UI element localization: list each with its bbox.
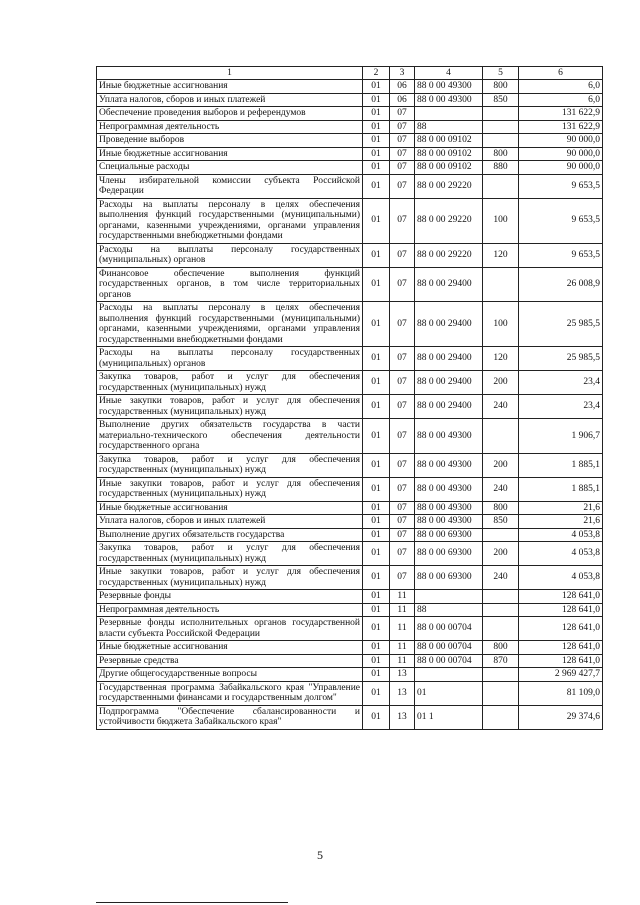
table-row	[97, 681, 603, 705]
row-expense-type: 240	[483, 477, 519, 501]
row-name: Проведение выборов	[97, 134, 363, 148]
row-expense-type	[483, 120, 519, 134]
row-amount: 26 008,9	[519, 267, 603, 302]
row-amount: 29 374,6	[519, 705, 603, 729]
row-subsection: 07	[390, 501, 415, 515]
row-target-code: 88	[415, 603, 483, 617]
row-name: Уплата налогов, сборов и иных платежей	[97, 515, 363, 529]
row-section: 01	[363, 528, 390, 542]
budget-table	[96, 66, 603, 730]
row-amount: 4 053,8	[519, 566, 603, 590]
table-row	[97, 93, 603, 107]
table-body	[97, 80, 603, 730]
row-section: 01	[363, 395, 390, 419]
row-amount: 1 885,1	[519, 477, 603, 501]
row-expense-type: 200	[483, 453, 519, 477]
row-target-code: 88 0 00 29220	[415, 174, 483, 198]
row-amount: 25 985,5	[519, 302, 603, 347]
col-header-6: 6	[519, 67, 603, 80]
row-target-code: 88 0 00 29400	[415, 347, 483, 371]
row-amount: 1 906,7	[519, 419, 603, 454]
table-row	[97, 120, 603, 134]
row-subsection: 07	[390, 528, 415, 542]
table-row	[97, 542, 603, 566]
row-expense-type	[483, 617, 519, 641]
row-subsection: 07	[390, 347, 415, 371]
table-row	[97, 453, 603, 477]
row-subsection: 07	[390, 107, 415, 121]
row-name: Непрограммная деятельность	[97, 603, 363, 617]
row-expense-type: 870	[483, 654, 519, 668]
row-subsection: 07	[390, 419, 415, 454]
row-section: 01	[363, 80, 390, 94]
row-amount: 128 641,0	[519, 641, 603, 655]
row-name: Резервные фонды	[97, 590, 363, 604]
col-header-2: 2	[363, 67, 390, 80]
row-amount: 4 053,8	[519, 528, 603, 542]
row-name: Уплата налогов, сборов и иных платежей	[97, 93, 363, 107]
row-name: Иные закупки товаров, работ и услуг для обеспечения государственных (муниципальных) нужд	[97, 566, 363, 590]
table-row	[97, 528, 603, 542]
row-amount: 128 641,0	[519, 654, 603, 668]
row-expense-type: 800	[483, 501, 519, 515]
row-expense-type	[483, 603, 519, 617]
row-expense-type	[483, 590, 519, 604]
row-name: Иные бюджетные ассигнования	[97, 80, 363, 94]
row-name: Расходы на выплаты персоналу в целях обеспечения выполнения функций государственными (муниципальными) органами, казенными учреждениями, органами управления государственными внебюджетными фондами	[97, 302, 363, 347]
row-amount: 131 622,9	[519, 120, 603, 134]
table-row	[97, 668, 603, 682]
row-amount: 90 000,0	[519, 147, 603, 161]
row-amount: 128 641,0	[519, 590, 603, 604]
row-subsection: 07	[390, 395, 415, 419]
row-expense-type: 120	[483, 243, 519, 267]
row-target-code: 88 0 00 00704	[415, 617, 483, 641]
table-row	[97, 501, 603, 515]
row-expense-type: 200	[483, 542, 519, 566]
table-row	[97, 395, 603, 419]
row-subsection: 13	[390, 705, 415, 729]
row-section: 01	[363, 668, 390, 682]
row-amount: 131 622,9	[519, 107, 603, 121]
row-subsection: 07	[390, 147, 415, 161]
table-row	[97, 243, 603, 267]
row-amount: 4 053,8	[519, 542, 603, 566]
row-section: 01	[363, 501, 390, 515]
row-name: Подпрограмма "Обеспечение сбалансированности и устойчивости бюджета Забайкальского края"	[97, 705, 363, 729]
row-target-code: 88 0 00 29220	[415, 243, 483, 267]
row-section: 01	[363, 174, 390, 198]
row-target-code: 88 0 00 49300	[415, 515, 483, 529]
row-name: Государственная программа Забайкальского края "Управление государственными финансами и государственным долгом"	[97, 681, 363, 705]
row-expense-type: 800	[483, 147, 519, 161]
row-amount: 6,0	[519, 93, 603, 107]
row-expense-type	[483, 705, 519, 729]
row-subsection: 07	[390, 120, 415, 134]
row-amount: 23,4	[519, 395, 603, 419]
row-name: Иные закупки товаров, работ и услуг для обеспечения государственных (муниципальных) нужд	[97, 395, 363, 419]
row-subsection: 11	[390, 641, 415, 655]
row-subsection: 07	[390, 566, 415, 590]
row-amount: 21,6	[519, 501, 603, 515]
col-header-4: 4	[415, 67, 483, 80]
row-amount: 1 885,1	[519, 453, 603, 477]
col-header-3: 3	[390, 67, 415, 80]
row-section: 01	[363, 617, 390, 641]
row-target-code: 88 0 00 69300	[415, 528, 483, 542]
row-amount: 25 985,5	[519, 347, 603, 371]
table-row	[97, 107, 603, 121]
row-name: Расходы на выплаты персоналу государственных (муниципальных) органов	[97, 347, 363, 371]
table-row	[97, 603, 603, 617]
row-section: 01	[363, 347, 390, 371]
row-subsection: 06	[390, 93, 415, 107]
row-target-code: 01 1	[415, 705, 483, 729]
row-section: 01	[363, 302, 390, 347]
row-section: 01	[363, 93, 390, 107]
row-section: 01	[363, 371, 390, 395]
row-subsection: 07	[390, 243, 415, 267]
row-section: 01	[363, 603, 390, 617]
row-subsection: 07	[390, 161, 415, 175]
row-subsection: 11	[390, 603, 415, 617]
row-target-code: 88 0 00 29400	[415, 267, 483, 302]
table-row	[97, 477, 603, 501]
row-expense-type: 240	[483, 566, 519, 590]
table-row	[97, 617, 603, 641]
row-expense-type: 850	[483, 515, 519, 529]
row-amount: 81 109,0	[519, 681, 603, 705]
table-row	[97, 515, 603, 529]
page-number: 5	[317, 848, 323, 862]
row-subsection: 07	[390, 302, 415, 347]
row-amount: 128 641,0	[519, 603, 603, 617]
row-subsection: 13	[390, 681, 415, 705]
row-section: 01	[363, 243, 390, 267]
row-expense-type	[483, 528, 519, 542]
row-amount: 90 000,0	[519, 161, 603, 175]
col-header-5: 5	[483, 67, 519, 80]
table-row	[97, 705, 603, 729]
row-name: Закупка товаров, работ и услуг для обеспечения государственных (муниципальных) нужд	[97, 371, 363, 395]
row-target-code	[415, 590, 483, 604]
row-expense-type: 100	[483, 198, 519, 243]
row-target-code: 01	[415, 681, 483, 705]
row-name: Иные бюджетные ассигнования	[97, 641, 363, 655]
row-section: 01	[363, 641, 390, 655]
row-target-code: 88 0 00 49300	[415, 419, 483, 454]
row-section: 01	[363, 681, 390, 705]
row-name: Специальные расходы	[97, 161, 363, 175]
row-expense-type	[483, 134, 519, 148]
row-expense-type	[483, 174, 519, 198]
table-row	[97, 302, 603, 347]
row-section: 01	[363, 477, 390, 501]
table-row	[97, 419, 603, 454]
row-subsection: 07	[390, 453, 415, 477]
row-section: 01	[363, 566, 390, 590]
row-expense-type	[483, 267, 519, 302]
row-subsection: 07	[390, 134, 415, 148]
row-section: 01	[363, 590, 390, 604]
row-expense-type: 100	[483, 302, 519, 347]
row-target-code: 88 0 00 29400	[415, 302, 483, 347]
row-name: Закупка товаров, работ и услуг для обеспечения государственных (муниципальных) нужд	[97, 542, 363, 566]
row-expense-type	[483, 107, 519, 121]
row-name: Иные бюджетные ассигнования	[97, 147, 363, 161]
row-expense-type	[483, 681, 519, 705]
row-name: Выполнение других обязательств государства в части материально-технического обеспечения деятельности государственного органа	[97, 419, 363, 454]
row-name: Другие общегосударственные вопросы	[97, 668, 363, 682]
table-row	[97, 80, 603, 94]
row-subsection: 07	[390, 174, 415, 198]
row-subsection: 07	[390, 198, 415, 243]
row-name: Резервные средства	[97, 654, 363, 668]
table-row	[97, 174, 603, 198]
row-section: 01	[363, 453, 390, 477]
row-target-code: 88 0 00 29400	[415, 395, 483, 419]
table-row	[97, 590, 603, 604]
row-section: 01	[363, 147, 390, 161]
row-name: Расходы на выплаты персоналу в целях обеспечения выполнения функций государственными (муниципальными) органами, казенными учреждениями, органами управления государственными внебюджетными фондами	[97, 198, 363, 243]
row-target-code: 88 0 00 09102	[415, 147, 483, 161]
row-target-code: 88 0 00 49300	[415, 453, 483, 477]
row-expense-type: 850	[483, 93, 519, 107]
row-section: 01	[363, 267, 390, 302]
table-row	[97, 134, 603, 148]
row-target-code: 88 0 00 49300	[415, 477, 483, 501]
row-section: 01	[363, 120, 390, 134]
row-amount: 90 000,0	[519, 134, 603, 148]
row-expense-type: 200	[483, 371, 519, 395]
row-amount: 6,0	[519, 80, 603, 94]
row-target-code: 88 0 00 00704	[415, 641, 483, 655]
row-section: 01	[363, 542, 390, 566]
table-row	[97, 566, 603, 590]
row-name: Обеспечение проведения выборов и референдумов	[97, 107, 363, 121]
row-name: Иные бюджетные ассигнования	[97, 501, 363, 515]
row-target-code: 88 0 00 49300	[415, 93, 483, 107]
row-target-code: 88 0 00 69300	[415, 566, 483, 590]
row-name: Финансовое обеспечение выполнения функций государственных органов, в том числе территориальных органов	[97, 267, 363, 302]
row-section: 01	[363, 654, 390, 668]
row-target-code: 88 0 00 49300	[415, 80, 483, 94]
table-row	[97, 347, 603, 371]
row-name: Резервные фонды исполнительных органов государственной власти субъекта Российской Федерации	[97, 617, 363, 641]
footnote-divider	[96, 902, 288, 903]
row-subsection: 06	[390, 80, 415, 94]
row-target-code: 88 0 00 49300	[415, 501, 483, 515]
table-row	[97, 641, 603, 655]
row-section: 01	[363, 107, 390, 121]
row-name: Непрограммная деятельность	[97, 120, 363, 134]
row-target-code	[415, 668, 483, 682]
row-section: 01	[363, 705, 390, 729]
row-subsection: 07	[390, 542, 415, 566]
row-section: 01	[363, 161, 390, 175]
row-target-code: 88 0 00 29220	[415, 198, 483, 243]
table-row	[97, 198, 603, 243]
table-row	[97, 147, 603, 161]
row-expense-type	[483, 668, 519, 682]
row-amount: 128 641,0	[519, 617, 603, 641]
table-row	[97, 267, 603, 302]
row-section: 01	[363, 515, 390, 529]
row-section: 01	[363, 198, 390, 243]
row-subsection: 11	[390, 654, 415, 668]
row-subsection: 07	[390, 515, 415, 529]
row-subsection: 07	[390, 267, 415, 302]
row-amount: 21,6	[519, 515, 603, 529]
row-expense-type: 880	[483, 161, 519, 175]
row-expense-type: 240	[483, 395, 519, 419]
row-target-code: 88 0 00 09102	[415, 134, 483, 148]
row-target-code: 88 0 00 00704	[415, 654, 483, 668]
row-amount: 23,4	[519, 371, 603, 395]
row-subsection: 11	[390, 617, 415, 641]
row-name: Выполнение других обязательств государства	[97, 528, 363, 542]
row-subsection: 07	[390, 477, 415, 501]
row-name: Расходы на выплаты персоналу государственных (муниципальных) органов	[97, 243, 363, 267]
row-amount: 9 653,5	[519, 174, 603, 198]
row-amount: 9 653,5	[519, 243, 603, 267]
row-name: Иные закупки товаров, работ и услуг для обеспечения государственных (муниципальных) нужд	[97, 477, 363, 501]
row-target-code	[415, 107, 483, 121]
table-row	[97, 654, 603, 668]
row-section: 01	[363, 134, 390, 148]
row-amount: 2 969 427,7	[519, 668, 603, 682]
table-row	[97, 161, 603, 175]
row-target-code: 88	[415, 120, 483, 134]
row-section: 01	[363, 419, 390, 454]
row-target-code: 88 0 00 29400	[415, 371, 483, 395]
row-target-code: 88 0 00 69300	[415, 542, 483, 566]
row-expense-type	[483, 419, 519, 454]
row-name: Закупка товаров, работ и услуг для обеспечения государственных (муниципальных) нужд	[97, 453, 363, 477]
row-expense-type: 800	[483, 641, 519, 655]
row-subsection: 07	[390, 371, 415, 395]
row-subsection: 11	[390, 590, 415, 604]
row-expense-type: 800	[483, 80, 519, 94]
row-target-code: 88 0 00 09102	[415, 161, 483, 175]
row-name: Члены избирательной комиссии субъекта Российской Федерации	[97, 174, 363, 198]
table-row	[97, 371, 603, 395]
table-header-row	[97, 67, 603, 80]
row-subsection: 13	[390, 668, 415, 682]
row-amount: 9 653,5	[519, 198, 603, 243]
row-expense-type: 120	[483, 347, 519, 371]
col-header-1: 1	[97, 67, 363, 80]
